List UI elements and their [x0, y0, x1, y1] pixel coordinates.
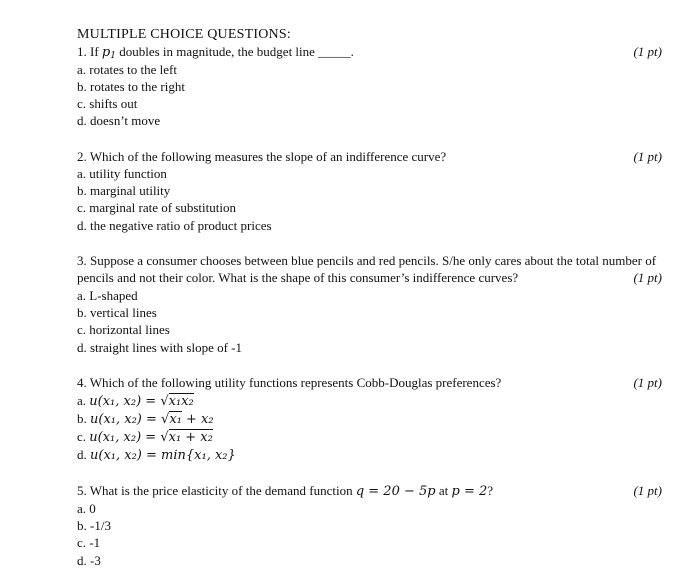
q5-option-a: a. 0	[77, 501, 96, 516]
q1-option-d: d. doesn’t move	[77, 113, 161, 128]
q2-option-b: b. marginal utility	[77, 183, 171, 198]
q4a-radicand: x₁x₂	[168, 394, 194, 409]
q2-option-d: d. the negative ratio of product prices	[77, 218, 272, 233]
question-4-stem: 4. Which of the following utility functions represents Cobb-Douglas preferences?	[77, 375, 502, 390]
q4-option-a: a. u(x₁, x₂) = √x₁x₂	[77, 393, 194, 409]
q1-var: $p_1$	[101, 45, 116, 61]
q5-option-c: c. -1	[77, 535, 101, 550]
q3-option-c: c. horizontal lines	[77, 322, 170, 337]
q1-option-c: c. shifts out	[77, 96, 138, 111]
q4-option-b: b. u(x₁, x₂) = √x₁ + x₂	[77, 411, 214, 427]
q3-option-d: d. straight lines with slope of -1	[77, 340, 243, 355]
question-2-stem: 2. Which of the following measures the slope of an indifference curve?	[77, 149, 447, 164]
question-3-stem-line1: 3. Suppose a consumer chooses between blue pencils and red pencils. S/he only cares about the total number of	[77, 253, 657, 268]
q4c-radicand: x₁ + x₂	[168, 430, 213, 445]
q2-option-c: c. marginal rate of substitution	[77, 200, 236, 215]
q2-option-a: a. utility function	[77, 166, 167, 181]
question-1-points: (1 pt)	[633, 44, 662, 59]
question-3-points: (1 pt)	[633, 270, 662, 285]
q4-option-d: d. u(x₁, x₂) = min{x₁, x₂}	[77, 447, 236, 463]
q1-rest: doubles in magnitude, the budget line _____.	[115, 44, 354, 59]
q1-lead: 1. If	[77, 44, 102, 59]
question-5-points: (1 pt)	[633, 483, 662, 498]
q1-option-b: b. rotates to the right	[77, 79, 185, 94]
question-3-stem-line2: pencils and not their color. What is the shape of this consumer’s indifference curves?	[77, 270, 519, 285]
question-2-points: (1 pt)	[633, 149, 662, 164]
page-heading: MULTIPLE CHOICE QUESTIONS:	[77, 27, 291, 42]
q4-option-c: c. u(x₁, x₂) = √x₁ + x₂	[77, 429, 213, 445]
q1-option-a: a. rotates to the left	[77, 62, 177, 77]
q5-option-b: b. -1/3	[77, 518, 111, 533]
q3-option-a: a. L-shaped	[77, 288, 138, 303]
q3-option-b: b. vertical lines	[77, 305, 157, 320]
question-4-points: (1 pt)	[633, 375, 662, 390]
question-5-stem: 5. What is the price elasticity of the demand function q = 20 − 5p at p = 2?	[77, 483, 494, 499]
q5-option-d: d. -3	[77, 553, 101, 568]
q4b-radicand: x₁	[169, 412, 182, 427]
